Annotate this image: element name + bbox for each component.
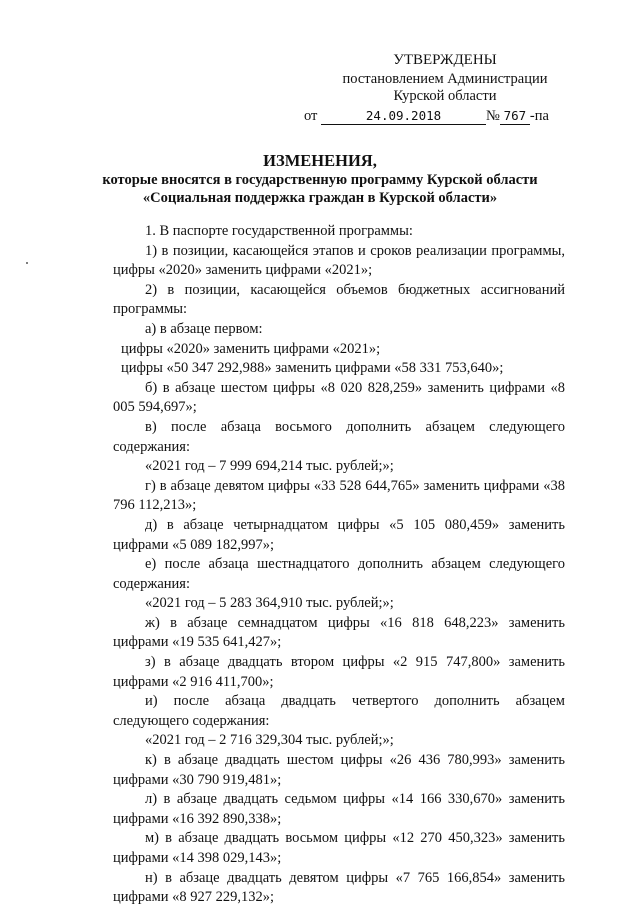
paragraph: л) в абзаце двадцать седьмом цифры «14 166 330,670» заменить цифрами «16 392 890,338»; <box>113 791 565 827</box>
approval-title: УТВЕРЖДЕНЫ <box>393 52 497 68</box>
paragraph: и) после абзаца двадцать четвертого дополнить абзацем следующего содержания: <box>113 693 565 729</box>
paragraph: цифры «50 347 292,988» заменить цифрами «58 331 753,640»; <box>121 360 504 377</box>
heading-title: ИЗМЕНЕНИЯ, <box>263 151 377 170</box>
paragraph: «2021 год – 5 283 364,910 тыс. рублей;»; <box>145 595 394 612</box>
paragraph: к) в абзаце двадцать шестом цифры «26 436 780,993» заменить цифрами «30 790 919,481»; <box>113 752 565 788</box>
paragraph: г) в абзаце девятом цифры «33 528 644,765» заменить цифрами «38 796 112,213»; <box>113 477 565 514</box>
approval-from-label: от <box>304 108 318 124</box>
paragraph: д) в абзаце четырнадцатом цифры «5 105 080,459» заменить цифрами «5 089 182,997»; <box>113 516 565 553</box>
approval-number: 767 <box>500 107 530 125</box>
paragraph: н) в абзаце двадцать девятом цифры «7 765 166,854» заменить цифрами «8 927 229,132»; <box>113 869 565 906</box>
approval-line-2: Курской области <box>393 88 497 104</box>
approval-line-1: постановлением Администрации <box>342 71 548 87</box>
paragraph: 1. В паспорте государственной программы: <box>145 223 413 239</box>
paragraph: «2021 год – 7 999 694,214 тыс. рублей;»; <box>145 458 394 475</box>
paragraph: з) в абзаце двадцать втором цифры «2 915 747,800» заменить цифрами «2 916 411,700»; <box>113 654 565 690</box>
approval-number-sign: № <box>486 108 500 124</box>
approval-date: 24.09.2018 <box>321 107 486 125</box>
paragraph: 1) в позиции, касающейся этапов и сроков реализации программы, цифры «2020» заменить цифрами «2021»; <box>113 242 565 279</box>
paragraph: б) в абзаце шестом цифры «8 020 828,259» заменить цифрами «8 005 594,697»; <box>113 379 565 416</box>
paragraph: а) в абзаце первом: <box>145 320 263 337</box>
approval-block <box>304 52 560 125</box>
paragraph: е) после абзаца шестнадцатого дополнить абзацем следующего содержания: <box>113 556 565 592</box>
document-heading <box>60 151 580 207</box>
paragraph: 2) в позиции, касающейся объемов бюджетных ассигнований программы: <box>113 281 565 318</box>
approval-number-suffix: -па <box>529 108 549 124</box>
heading-subtitle-2: «Социальная поддержка граждан в Курской области» <box>142 190 498 206</box>
scan-speck <box>26 262 28 264</box>
paragraph: цифры «2020» заменить цифрами «2021»; <box>121 340 381 357</box>
paragraph: м) в абзаце двадцать восьмом цифры «12 270 450,323» заменить цифрами «14 398 029,143»; <box>113 830 565 866</box>
document-body <box>113 222 565 908</box>
paragraph: «2021 год – 2 716 329,304 тыс. рублей;»; <box>145 732 394 749</box>
heading-subtitle-1: которые вносятся в государственную программу Курской области <box>102 172 538 188</box>
paragraph: ж) в абзаце семнадцатом цифры «16 818 648,223» заменить цифрами «19 535 641,427»; <box>113 614 565 651</box>
paragraph: в) после абзаца восьмого дополнить абзацем следующего содержания: <box>113 418 565 455</box>
approval-date-line <box>304 107 549 125</box>
